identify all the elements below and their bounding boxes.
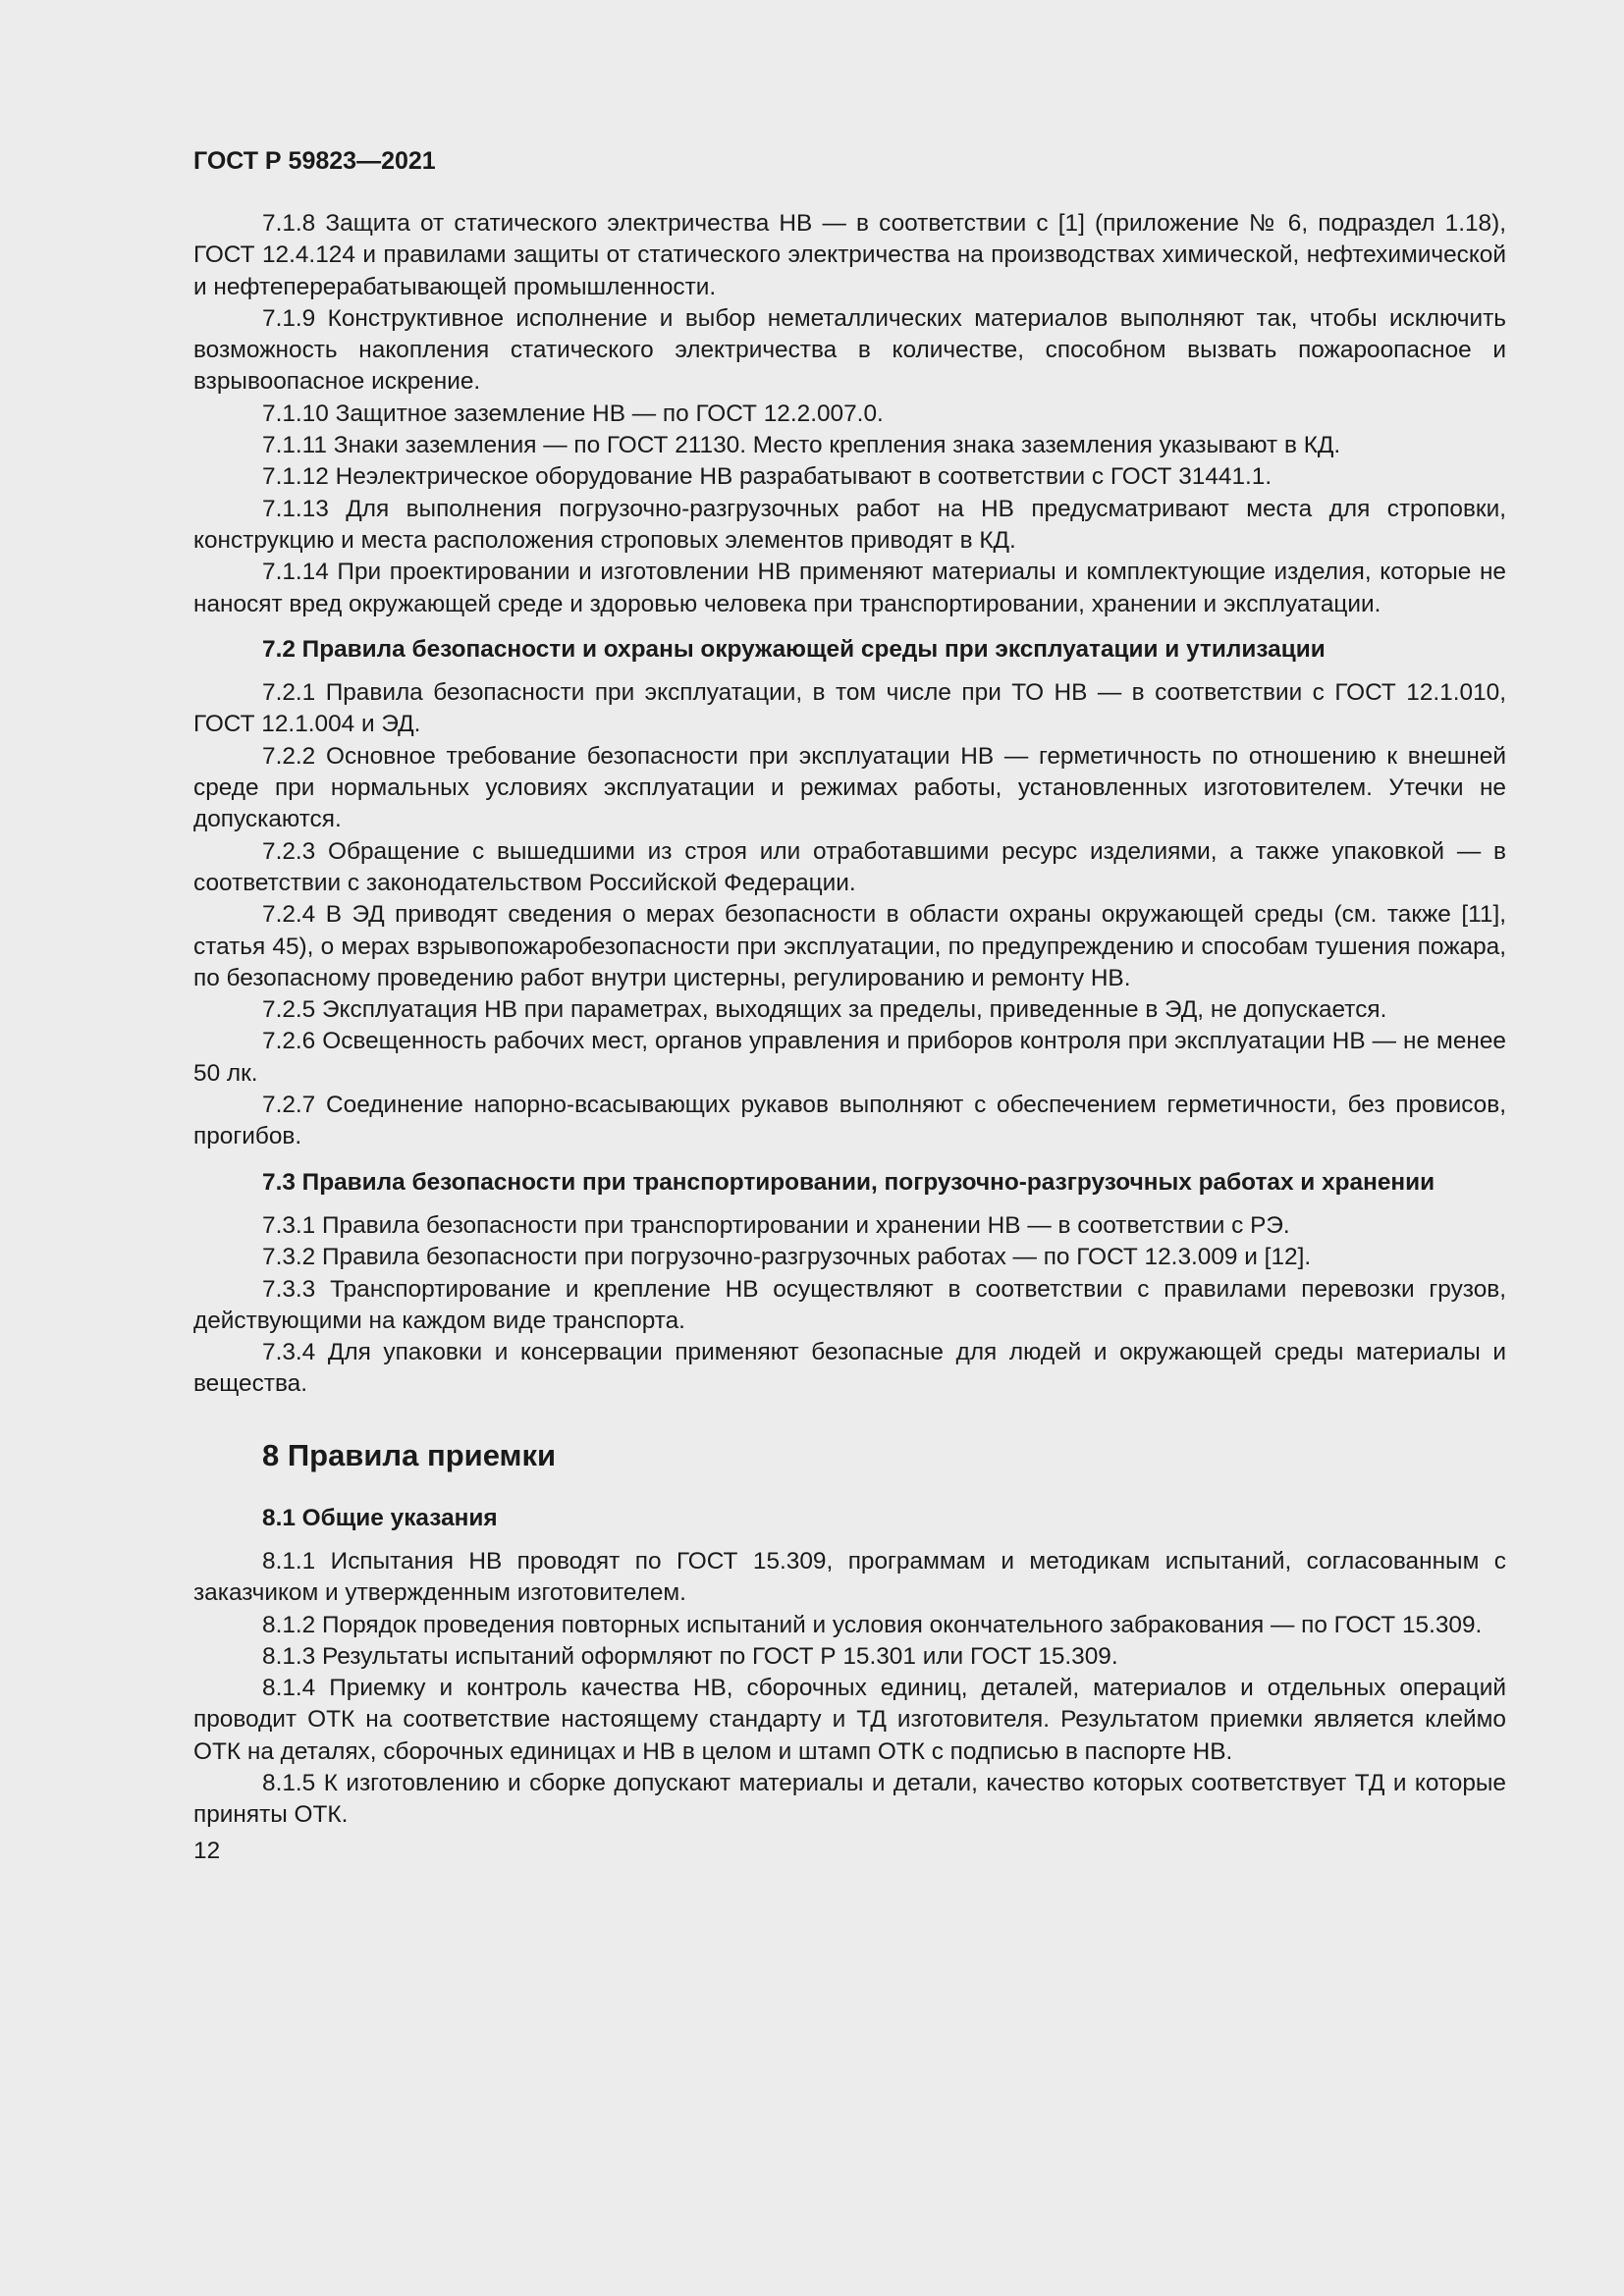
clause-8-1-3: 8.1.3 Результаты испытаний оформляют по ГОСТ Р 15.301 или ГОСТ 15.309. [262,1642,1118,1670]
section-8-1-title: 8.1 Общие указания [262,1504,498,1531]
clause-7-1-12: 7.1.12 Неэлектрическое оборудование НВ разрабатывают в соответствии с ГОСТ 31441.1. [262,463,1272,491]
clause-7-2-1: 7.2.1 Правила безопасности при эксплуатации, в том числе при ТО НВ — в соответствии с ГОСТ 12.1.010, ГОСТ 12.1.004 и ЭД. [193,679,1506,738]
clause-7-3-3: 7.3.3 Транспортирование и крепление НВ осуществляют в соответствии с правилами перевозки грузов, действующими на каждом виде транспорта. [193,1275,1506,1334]
clause-8-1-1: 8.1.1 Испытания НВ проводят по ГОСТ 15.309, программам и методикам испытаний, согласованным с заказчиком и утвержденным изготовителем. [193,1547,1506,1607]
clause-7-2-3: 7.2.3 Обращение с вышедшими из строя или отработавшими ресурс изделиями, а также упаковкой — в соответствии с законодательством Российской Федерации. [193,837,1506,896]
clause-8-1-5: 8.1.5 К изготовлению и сборке допускают материалы и детали, качество которых соответствует ТД и которые приняты ОТК. [193,1770,1506,1829]
clause-7-1-10: 7.1.10 Защитное заземление НВ — по ГОСТ 12.2.007.0. [262,400,884,427]
document-page [193,145,1506,1867]
page-number: 12 [193,1837,221,1864]
clause-8-1-4: 8.1.4 Приемку и контроль качества НВ, сборочных единиц, деталей, материалов и отдельных операций проводит ОТК на соответствие настоящему стандарту и ТД изготовителя. Результатом приемки является клеймо ОТК на деталях, сборочных единицах и НВ в целом и штамп ОТК с подписью в паспорте НВ. [193,1675,1506,1765]
clause-7-1-14: 7.1.14 При проектировании и изготовлении НВ применяют материалы и комплектующие изделия, которые не наносят вред окружающей среде и здоровью человека при транспортировании, хранении и эксплуатации. [193,559,1506,617]
section-7-3-title: 7.3 Правила безопасности при транспортировании, погрузочно-разгрузочных работах и хранении [262,1168,1435,1196]
section-8-title: 8 Правила приемки [262,1437,557,1472]
clause-7-1-13: 7.1.13 Для выполнения погрузочно-разгрузочных работ на НВ предусматривают места для строповки, конструкцию и места расположения строповых элементов приводят в КД. [193,495,1506,554]
clause-7-1-8: 7.1.8 Защита от статического электричества НВ — в соответствии с [1] (приложение № 6, подраздел 1.18), ГОСТ 12.4.124 и правилами защиты от статического электричества на производствах химической, нефтехимической и нефтеперерабатывающей промышленности. [193,210,1506,300]
section-7-2-clauses [193,677,1506,1152]
clause-7-2-2: 7.2.2 Основное требование безопасности при эксплуатации НВ — герметичность по отношению к внешней среде при нормальных условиях эксплуатации и режимах работы, установленных изготовителем. Утечки не допускаются. [193,742,1506,833]
clause-7-3-4: 7.3.4 Для упаковки и консервации применяют безопасные для людей и окружающей среды материалы и вещества. [193,1339,1506,1398]
clause-7-1-11: 7.1.11 Знаки заземления — по ГОСТ 21130. Место крепления знака заземления указывают в КД. [262,432,1341,459]
clause-7-3-2: 7.3.2 Правила безопасности при погрузочно-разгрузочных работах — по ГОСТ 12.3.009 и [12]. [262,1244,1312,1271]
clause-7-2-5: 7.2.5 Эксплуатация НВ при параметрах, выходящих за пределы, приведенные в ЭД, не допускается. [262,996,1387,1024]
clause-8-1-2: 8.1.2 Порядок проведения повторных испытаний и условия окончательного забракования — по ГОСТ 15.309. [262,1611,1483,1638]
section-7-3-clauses [193,1210,1506,1401]
clause-7-2-6: 7.2.6 Освещенность рабочих мест, органов управления и приборов контроля при эксплуатации НВ — не менее 50 лк. [193,1028,1506,1087]
intro-clauses [193,208,1506,620]
clause-7-3-1: 7.3.1 Правила безопасности при транспортировании и хранении НВ — в соответствии с РЭ. [262,1211,1290,1239]
clause-7-2-4: 7.2.4 В ЭД приводят сведения о мерах безопасности в области охраны окружающей среды (см. также [11], статья 45), о мерах взрывопожаробезопасности при эксплуатации, по предупреждению и способам тушения пожара, по безопасному проведению работ внутри цистерны, регулированию и ремонту НВ. [193,901,1506,991]
clause-7-2-7: 7.2.7 Соединение напорно-всасывающих рукавов выполняют с обеспечением герметичности, без провисов, прогибов. [193,1092,1506,1150]
section-7-2-title: 7.2 Правила безопасности и охраны окружающей среды при эксплуатации и утилизации [262,635,1326,663]
section-8-1-clauses [193,1546,1506,1832]
document-code-header: ГОСТ Р 59823—2021 [193,147,436,175]
clause-7-1-9: 7.1.9 Конструктивное исполнение и выбор неметаллических материалов выполняют так, чтобы исключить возможность накопления статического электричества в количестве, способном вызвать пожароопасное и взрывоопасное искрение. [193,304,1506,396]
